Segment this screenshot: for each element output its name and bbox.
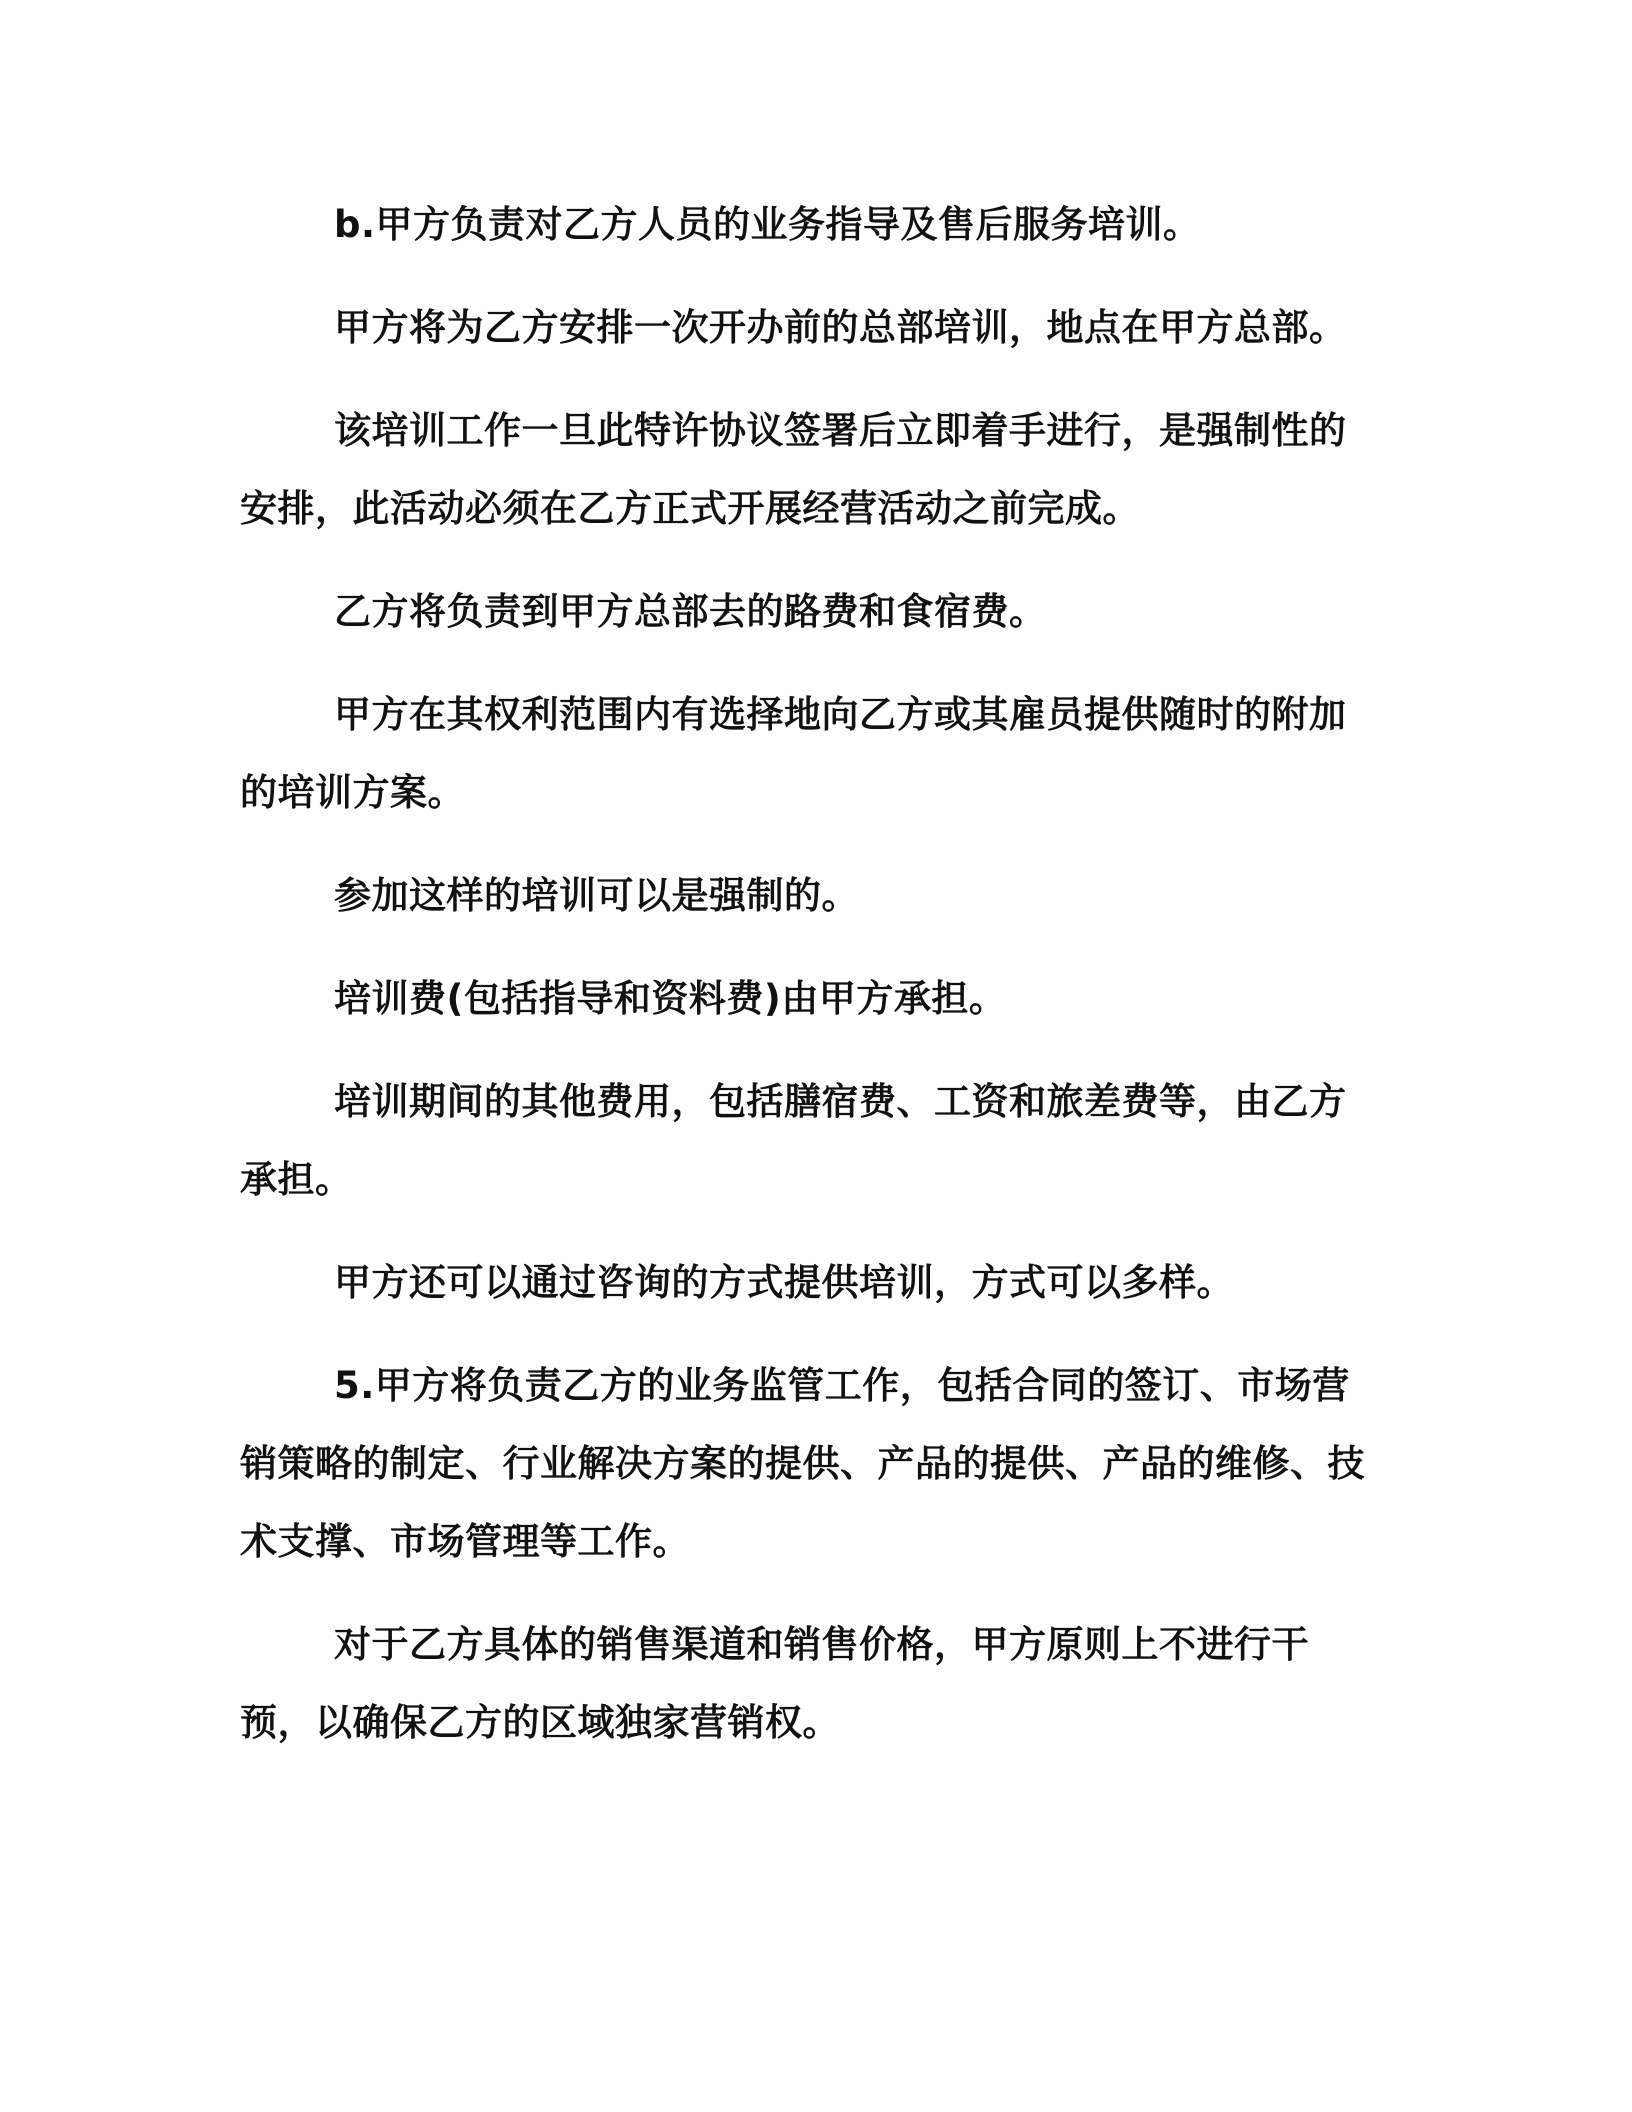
paragraph-compulsory-attendance: 参加这样的培训可以是强制的。 (334, 874, 859, 917)
paragraph-consulting-training: 甲方还可以通过咨询的方式提供培训，方式可以多样。 (334, 1261, 1234, 1304)
paragraph-business-supervision: 5.甲方将负责乙方的业务监管工作，包括合同的签订、市场营销策略的制定、行业解决方案的提供、产品的提供、产品的维修、技术支撑、市场管理等工作。 (240, 1364, 1365, 1563)
paragraph-training-responsibility: b.甲方负责对乙方人员的业务指导及售后服务培训。 (334, 203, 1201, 246)
paragraph-sales-channels: 对于乙方具体的销售渠道和销售价格，甲方原则上不进行干预，以确保乙方的区域独家营销权。 (240, 1623, 1309, 1744)
paragraph-travel-expenses: 乙方将负责到甲方总部去的路费和食宿费。 (334, 590, 1047, 633)
paragraph-additional-training: 甲方在其权利范围内有选择地向乙方或其雇员提供随时的附加的培训方案。 (240, 693, 1347, 814)
paragraph-mandatory-training: 该培训工作一旦此特许协议签署后立即着手进行，是强制性的安排，此活动必须在乙方正式开展经营活动之前完成。 (240, 409, 1347, 530)
paragraph-other-costs: 培训期间的其他费用，包括膳宿费、工资和旅差费等，由乙方承担。 (240, 1080, 1347, 1201)
document-body (240, 186, 1374, 1787)
paragraph-headquarters-training: 甲方将为乙方安排一次开办前的总部培训，地点在甲方总部。 (334, 306, 1347, 349)
paragraph-training-fees: 培训费(包括指导和资料费)由甲方承担。 (334, 977, 1007, 1020)
